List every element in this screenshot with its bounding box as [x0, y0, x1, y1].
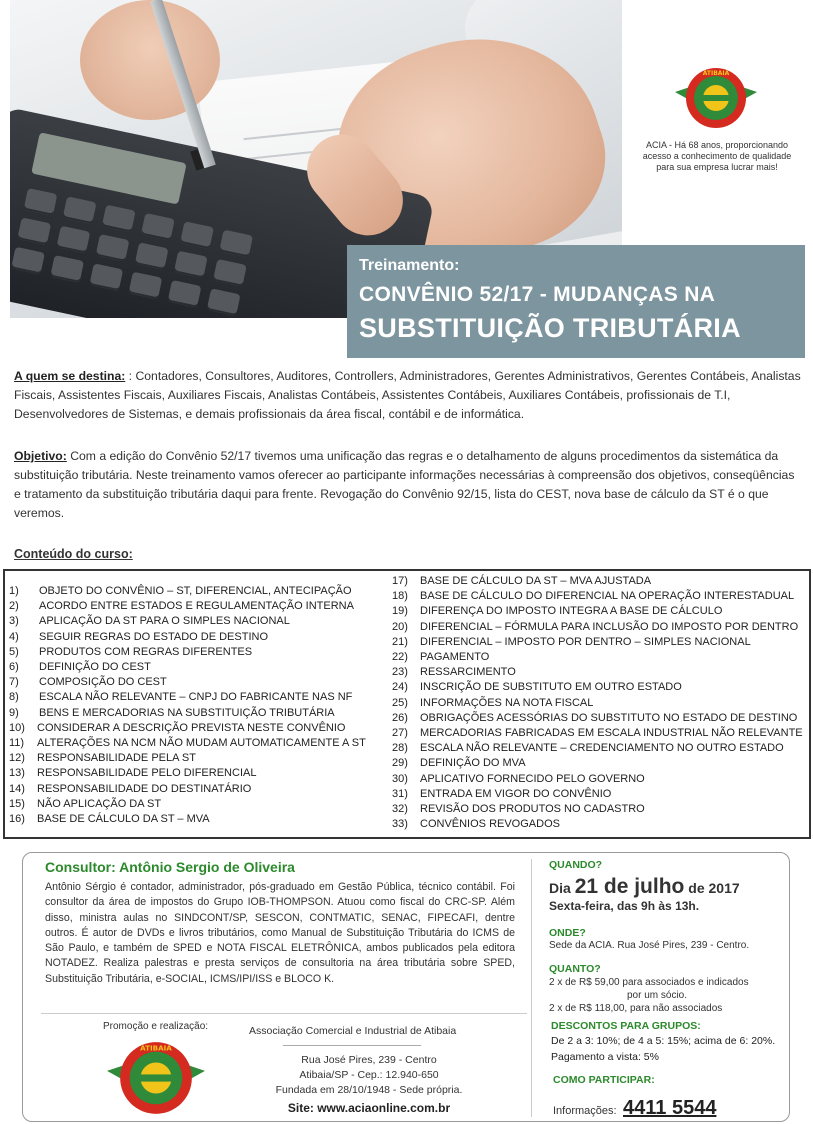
price-members-cont: por um sócio. — [627, 990, 688, 1001]
content-item — [9, 660, 401, 675]
content-item-text: DIFERENÇA DO IMPOSTO INTEGRA A BASE DE CÁLCULO — [420, 605, 723, 618]
phone-number[interactable]: 4411 5544 — [623, 1097, 717, 1119]
content-item-number: 17) — [392, 575, 408, 587]
content-item-number: 16) — [9, 813, 25, 826]
payment-text: Pagamento a vista: 5% — [551, 1051, 659, 1063]
org-site-link[interactable]: Site: www.aciaonline.com.br — [287, 1101, 451, 1115]
content-item-number: 30) — [392, 772, 408, 785]
content-item — [9, 812, 401, 827]
content-item-number: 21) — [392, 635, 408, 648]
content-item — [9, 630, 401, 645]
content-item-text: RESSARCIMENTO — [420, 666, 516, 679]
content-item — [392, 650, 810, 665]
content-item — [9, 721, 401, 736]
content-item — [392, 802, 810, 817]
content-heading: Conteúdo do curso: — [14, 547, 133, 561]
content-item-text: DIFERENCIAL – FÓRMULA PARA INCLUSÃO DO IMPOSTO POR DENTRO — [420, 620, 799, 633]
content-item-text: BENS E MERCADORIAS NA SUBSTITUIÇÃO TRIBUTÁRIA — [39, 706, 335, 719]
content-item-text: ACORDO ENTRE ESTADOS E REGULAMENTAÇÃO INTERNA — [39, 600, 354, 613]
content-item-number: 29) — [392, 757, 408, 770]
content-item-number: 6) — [9, 661, 19, 674]
discount-label: DESCONTOS PARA GRUPOS: — [551, 1020, 701, 1032]
content-item — [9, 797, 401, 812]
org-address-line1: Rua José Pires, 239 - Centro — [301, 1054, 437, 1066]
content-item — [9, 766, 401, 781]
content-item-text: BASE DE CÁLCULO DO DIFERENCIAL NA OPERAÇÃO INTERESTADUAL — [420, 590, 795, 603]
content-item — [392, 574, 810, 589]
audience-paragraph — [14, 367, 804, 424]
content-item-number: 11) — [9, 737, 25, 750]
content-item-text: MERCADORIAS FABRICADAS EM ESCALA INDUSTRIAL NÃO RELEVANTE — [420, 727, 803, 740]
content-item-text: CONSIDERAR A DESCRIÇÃO PREVISTA NESTE CONVÊNIO — [37, 721, 346, 734]
content-item — [392, 604, 810, 619]
phone-label: Informações: — [553, 1105, 617, 1117]
content-item — [392, 772, 810, 787]
content-item-text: CONVÊNIOS REVOGADOS — [420, 818, 560, 831]
content-item-number: 28) — [392, 742, 408, 755]
content-item-number: 20) — [392, 620, 408, 633]
content-item-number: 31) — [392, 787, 408, 800]
content-item-number: 8) — [9, 691, 19, 704]
content-item-number: 18) — [392, 590, 408, 603]
course-content-box — [3, 569, 811, 839]
content-item-number: 25) — [392, 696, 408, 709]
content-item — [392, 756, 810, 771]
content-item-number: 13) — [9, 767, 25, 780]
content-item-text: DEFINIÇÃO DO MVA — [420, 757, 526, 770]
where-text: Sede da ACIA. Rua José Pires, 239 - Centro. — [549, 940, 750, 951]
when-label: QUANDO? — [549, 859, 603, 871]
content-item-text: ESCALA NÃO RELEVANTE – CNPJ DO FABRICANTE NAS NF — [39, 691, 353, 704]
content-item-number: 7) — [9, 676, 19, 689]
content-item-text: REVISÃO DOS PRODUTOS NO CADASTRO — [420, 803, 645, 816]
content-item — [9, 751, 401, 766]
content-item-number: 33) — [392, 818, 408, 831]
content-item-number: 15) — [9, 797, 25, 810]
content-item-text: INSCRIÇÃO DE SUBSTITUTO EM OUTRO ESTADO — [420, 681, 682, 694]
price-label: QUANTO? — [549, 963, 601, 975]
content-item — [9, 736, 401, 751]
content-item — [392, 635, 810, 650]
content-item-number: 2) — [9, 600, 19, 613]
audience-label: A quem se destina: — [14, 369, 126, 383]
content-item-number: 24) — [392, 681, 408, 694]
tagline: ACIA - Há 68 anos, proporcionando acesso a conhecimento de qualidade para sua empresa lucrar mais! — [642, 140, 792, 172]
divider — [41, 1013, 527, 1014]
content-item-number: 14) — [9, 782, 25, 795]
divider-vertical — [531, 859, 532, 1117]
content-item-number: 12) — [9, 752, 25, 765]
writing-hand — [80, 0, 220, 120]
title-banner — [347, 245, 805, 358]
content-item-number: 27) — [392, 727, 408, 740]
content-list-left — [9, 584, 401, 827]
where-label: ONDE? — [549, 927, 586, 939]
content-item-number: 1) — [9, 585, 19, 597]
content-item — [392, 620, 810, 635]
content-item-number: 5) — [9, 645, 19, 658]
org-founded: Fundada em 28/10/1948 - Sede própria. — [275, 1084, 463, 1096]
content-item — [392, 817, 810, 832]
acia-logo-bottom — [101, 1035, 211, 1121]
content-item-number: 22) — [392, 651, 408, 664]
content-item — [392, 680, 810, 695]
content-item — [392, 741, 810, 756]
content-item-text: BASE DE CÁLCULO DA ST – MVA — [37, 813, 210, 826]
logo-label: ATIBAIA — [702, 70, 730, 77]
content-item-text: INFORMAÇÕES NA NOTA FISCAL — [420, 696, 594, 709]
content-item-text: ENTRADA EM VIGOR DO CONVÊNIO — [420, 787, 612, 800]
content-item-number: 4) — [9, 630, 19, 643]
logo-label: ATIBAIA — [140, 1043, 172, 1053]
content-item-text: DEFINIÇÃO DO CEST — [39, 661, 151, 674]
consultant-title: Consultor: Antônio Sergio de Oliveira — [45, 859, 295, 875]
objective-label: Objetivo: — [14, 449, 67, 463]
content-item-text: RESPONSABILIDADE PELO DIFERENCIAL — [37, 767, 257, 780]
content-item-text: RESPONSABILIDADE PELA ST — [37, 752, 196, 765]
how-label: COMO PARTICIPAR: — [553, 1074, 655, 1086]
content-item — [9, 675, 401, 690]
day-prefix: Dia — [549, 880, 571, 896]
content-item — [9, 614, 401, 629]
event-time: Sexta-feira, das 9h às 13h. — [549, 899, 700, 913]
content-item — [392, 726, 810, 741]
content-item — [392, 589, 810, 604]
content-item-text: COMPOSIÇÃO DO CEST — [39, 676, 167, 689]
org-divider — [283, 1045, 421, 1046]
banner-title-line1: CONVÊNIO 52/17 - MUDANÇAS NA — [359, 283, 716, 306]
org-address-line2: Atibaia/SP - Cep.: 12.940-650 — [299, 1069, 439, 1081]
objective-text: Com a edição do Convênio 52/17 tivemos uma unificação das regras e o detalhamento de alguns procedimentos da sistemática da substituição tributária. Neste treinamento vamos oferecer ao participante informações necessárias à compreensão dos objetivos, conseqüências e tratamento da substituição tributária daqui para frente. Revogação do Convênio 92/15, lista do CEST, nova base de cálculo da ST é o que veremos. — [14, 449, 795, 520]
promo-label: Promoção e realização: — [103, 1021, 209, 1032]
objective-paragraph — [14, 447, 804, 523]
org-name: Associação Comercial e Industrial de Atibaia — [249, 1025, 457, 1037]
date-year: de 2017 — [688, 880, 740, 896]
content-item-number: 9) — [9, 706, 19, 719]
content-item-text: SEGUIR REGRAS DO ESTADO DE DESTINO — [39, 630, 268, 643]
content-item — [9, 690, 401, 705]
event-date — [549, 875, 740, 899]
content-item-number: 3) — [9, 615, 19, 628]
content-item — [9, 706, 401, 721]
content-item-text: APLICATIVO FORNECIDO PELO GOVERNO — [420, 772, 645, 785]
banner-title-line2: SUBSTITUIÇÃO TRIBUTÁRIA — [359, 313, 741, 343]
consultant-bio: Antônio Sérgio é contador, administrador, pós-graduado em Gestão Pública, técnico contábil. Foi consultor da área de impostos do Grupo IOB-THOMPSON. Atuou como fiscal do CRC-SP. Além disso, ministra aulas no SINDCONT/SP, SESCON, CONTMATIC, SENAC, FIPECAFI, dentre outros. É autor de DVDs e livros tributários, como Manual de Substituição Tributária do ICMS de São Paulo, e também de SPED e NOTA FISCAL ELETRÔNICA, ambos publicados pela editora NOTADEZ. Realiza palestras e presta serviços de consultoria na área tributária sobre SPED, Substituição Tributária, e-SOCIAL, ICMS/IPI/ISS e BLOCO K. — [45, 881, 515, 985]
content-item — [9, 782, 401, 797]
date-main: 21 de julho — [574, 875, 685, 898]
content-item-number: 19) — [392, 605, 408, 618]
org-address — [249, 1053, 489, 1098]
content-item — [9, 645, 401, 660]
content-item-text: ESCALA NÃO RELEVANTE – CREDENCIAMENTO NO OUTRO ESTADO — [420, 742, 784, 755]
info-panel — [22, 852, 790, 1122]
content-item-number: 26) — [392, 711, 408, 724]
content-item — [392, 665, 810, 680]
content-item-text: BASE DE CÁLCULO DA ST – MVA AJUSTADA — [420, 575, 652, 587]
content-item-number: 32) — [392, 803, 408, 816]
content-item-number: 10) — [9, 721, 25, 734]
content-item — [392, 696, 810, 711]
content-item-text: RESPONSABILIDADE DO DESTINATÁRIO — [37, 782, 252, 795]
content-item-text: ALTERAÇÕES NA NCM NÃO MUDAM AUTOMATICAMENTE A ST — [37, 737, 366, 750]
content-item-text: OBJETO DO CONVÊNIO – ST, DIFERENCIAL, ANTECIPAÇÃO — [39, 585, 352, 597]
content-item-text: NÃO APLICAÇÃO DA ST — [37, 797, 162, 810]
content-item — [392, 711, 810, 726]
content-item — [9, 584, 401, 599]
content-item-number: 23) — [392, 666, 408, 679]
content-item-text: APLICAÇÃO DA ST PARA O SIMPLES NACIONAL — [39, 615, 290, 628]
acia-logo-top — [673, 62, 759, 134]
content-item-text: DIFERENCIAL – IMPOSTO POR DENTRO – SIMPLES NACIONAL — [420, 635, 751, 648]
banner-label: Treinamento: — [359, 257, 460, 274]
content-item-text: OBRIGAÇÕES ACESSÓRIAS DO SUBSTITUTO NO ESTADO DE DESTINO — [420, 711, 798, 724]
content-item-text: PAGAMENTO — [420, 651, 490, 664]
audience-text: : Contadores, Consultores, Auditores, Controllers, Administradores, Gerentes Administrativos, Gerentes Contábeis, Analistas Fiscais, Assistentes Fiscais, Auxiliares Fiscais, Analistas Contábeis, Assistentes Contábeis, Auxiliares Contábeis, profissionais de T.I, Desenvolvedores de Sistemas, e demais profissionais da área fiscal, contábil e de informática. — [14, 369, 801, 421]
content-list-right — [392, 574, 810, 832]
price-members: 2 x de R$ 59,00 para associados e indicados — [549, 977, 749, 988]
content-item-text: PRODUTOS COM REGRAS DIFERENTES — [39, 645, 253, 658]
content-item — [392, 787, 810, 802]
price-nonmembers: 2 x de R$ 118,00, para não associados — [549, 1003, 723, 1014]
content-item — [9, 599, 401, 614]
discount-text: De 2 a 3: 10%; de 4 a 5: 15%; acima de 6: 20%. — [551, 1035, 776, 1047]
